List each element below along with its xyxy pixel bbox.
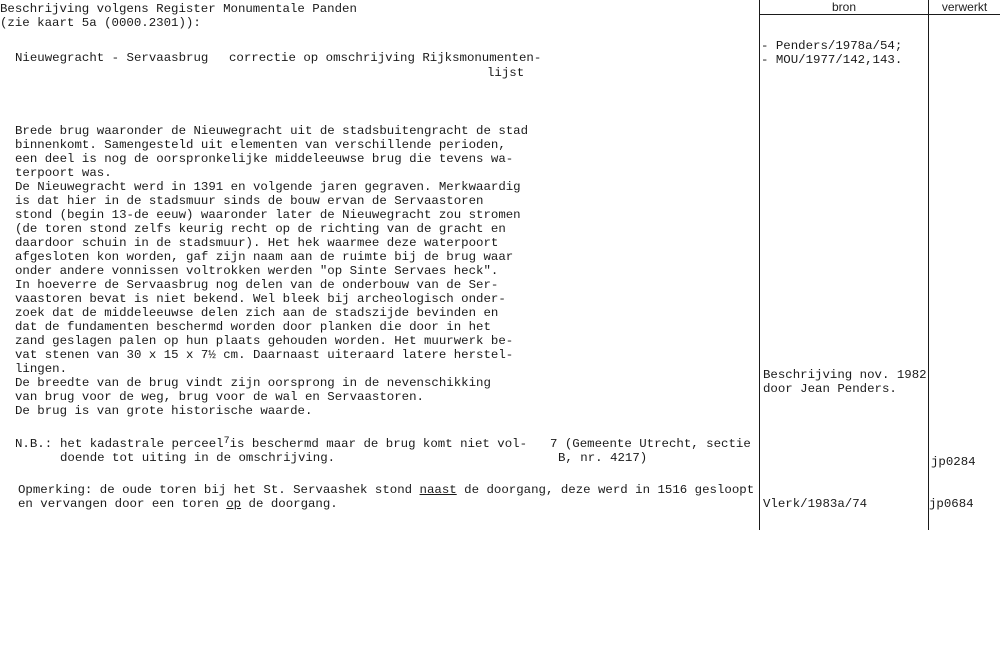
opmerking-source: Vlerk/1983a/74: [763, 497, 868, 511]
source-mou: - MOU/1977/142,143.: [761, 53, 903, 67]
description-source-author: door Jean Penders.: [763, 382, 897, 396]
description-line: een deel is nog de oorspronkelijke middeleeuwse brug die tevens wa-: [15, 152, 514, 166]
description-line: In hoeverre de Servaasbrug nog delen van de onderbouw van de Ser-: [15, 278, 499, 292]
description-line: stond (begin 13-de eeuw) waaronder later de Nieuwegracht zou stromen: [15, 208, 521, 222]
opmerking-text-1: de oude toren bij het St. Servaashek stond: [99, 483, 413, 497]
description-line: De brug is van grote historische waarde.: [15, 404, 313, 418]
description-line: zoek dat de middeleeuwse delen zich aan de stadszijde bevinden en: [15, 306, 499, 320]
column-divider-verwerkt: [928, 0, 929, 530]
opmerking-line-1: [18, 483, 754, 497]
description-line: vat stenen van 30 x 15 x 7½ cm. Daarnaast uiteraard latere herstel-: [15, 348, 514, 362]
description-line: terpoort was.: [15, 166, 112, 180]
document-title: Beschrijving volgens Register Monumentale Panden: [0, 2, 357, 16]
opmerking-word-naast: naast: [419, 483, 457, 497]
source-penders: - Penders/1978a/54;: [761, 39, 903, 53]
subject-name: Nieuwegracht - Servaasbrug: [15, 51, 209, 65]
description-line: dat de fundamenten beschermd worden door planken die door in het: [15, 320, 491, 334]
nb-label: N.B.:: [15, 437, 53, 451]
description-line: is dat hier in de stadsmuur sinds de bouw ervan de Servaastoren: [15, 194, 484, 208]
column-divider-bron: [759, 0, 760, 530]
column-header-verwerkt: verwerkt: [941, 0, 988, 14]
description-line: van brug voor de weg, brug voor de wal en Servaastoren.: [15, 390, 424, 404]
description-text: [15, 124, 535, 418]
header-rule: [759, 14, 1000, 15]
description-line: Brede brug waaronder de Nieuwegracht uit de stadsbuitengracht de stad: [15, 124, 529, 138]
footnote-line-2: B, nr. 4217): [558, 451, 648, 465]
opmerking-text-2: de doorgang, deze werd in 1516 gesloopt: [464, 483, 755, 497]
correction-note: correctie op omschrijving Rijksmonumenten-: [229, 51, 542, 65]
column-header-bron: bron: [831, 0, 857, 14]
nb-text-after: is beschermd maar de brug komt niet vol-: [229, 437, 528, 451]
description-source: Beschrijving nov. 1982: [763, 368, 927, 382]
footnote-line-1: 7 (Gemeente Utrecht, sectie: [550, 437, 751, 451]
description-line: vaastoren bevat is niet bekend. Wel bleek bij archeologisch onder-: [15, 292, 506, 306]
map-reference: (zie kaart 5a (0000.2301)):: [0, 16, 201, 30]
opmerking-label: Opmerking:: [18, 483, 93, 497]
description-line: onder andere vonnissen voltrokken werden "op Sinte Servaes heck".: [15, 264, 499, 278]
description-line: De breedte van de brug vindt zijn oorsprong in de nevenschikking: [15, 376, 491, 390]
opmerking-line-2: [18, 497, 338, 511]
opmerking-word-op: op: [226, 497, 242, 511]
description-line: (de toren stond zelfs keurig recht op de richting van de gracht en: [15, 222, 506, 236]
nb-line-2: doende tot uiting in de omschrijving.: [60, 451, 336, 465]
description-line: lingen.: [15, 362, 68, 376]
description-line: zand geslagen palen op hun plaats gehouden worden. Het muurwerk be-: [15, 334, 514, 348]
nb-footnote-mark: 7: [223, 436, 230, 447]
correction-note-continued: lijst: [487, 66, 525, 80]
description-line: binnenkomt. Samengesteld uit elementen van verschillende perioden,: [15, 138, 506, 152]
description-line: afgesloten kon worden, gaf zijn naam aan de ruimte bij de brug waar: [15, 250, 514, 264]
opmerking-text-3: en vervangen door een toren: [18, 497, 219, 511]
description-line: daardoor schuin in de stadsmuur). Het hek waarmee deze waterpoort: [15, 236, 499, 250]
opmerking-text-4: de doorgang.: [248, 497, 338, 511]
opmerking-verwerkt-code: jp0684: [929, 497, 974, 511]
nb-verwerkt-code: jp0284: [931, 455, 976, 469]
description-line: De Nieuwegracht werd in 1391 en volgende jaren gegraven. Merkwaardig: [15, 180, 521, 194]
nb-text-before: het kadastrale perceel: [60, 437, 224, 451]
